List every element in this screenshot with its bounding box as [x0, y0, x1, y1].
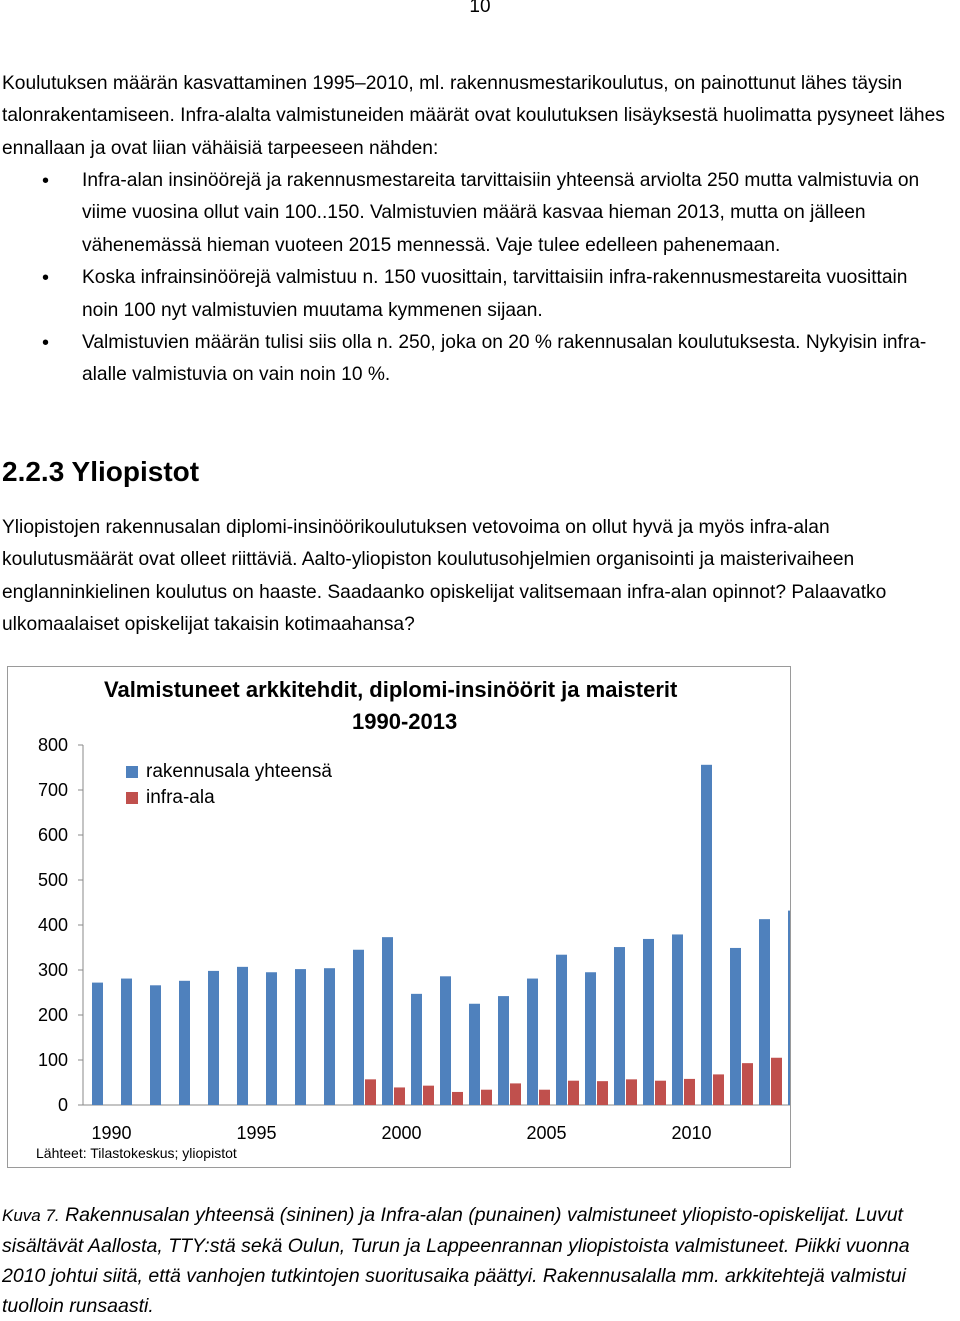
chart-source-note: Lähteet: Tilastokeskus; yliopistot [36, 1145, 237, 1161]
bar-infra [452, 1092, 463, 1105]
figure-caption [2, 1200, 957, 1321]
chart-frame [7, 666, 791, 1168]
bar-rakennusala [672, 934, 683, 1105]
page-number: 10 [469, 0, 491, 17]
bar-infra [423, 1086, 434, 1105]
y-tick-label: 600 [37, 825, 68, 845]
bar-infra [771, 1058, 782, 1105]
legend-item-rakennusala [126, 759, 332, 785]
bar-infra [742, 1063, 753, 1105]
bar-rakennusala [208, 971, 219, 1105]
y-tick-label: 200 [37, 1005, 68, 1025]
bar-rakennusala [585, 972, 596, 1105]
bar-rakennusala [469, 1004, 480, 1105]
bullet-item: • Valmistuvien määrän tulisi siis olla n. 250, joka on 20 % rakennusalan koulutuksesta. Nykyisin infra-alalle valmistuvia on vain noin 10 %. [0, 327, 940, 392]
bar-rakennusala [440, 976, 451, 1105]
caption-label: Kuva 7. [2, 1206, 60, 1225]
section-paragraph: Yliopistojen rakennusalan diplomi-insinöörikoulutuksen vetovoima on ollut hyvä ja myös infra-alan koulutusmäärät ovat olleet riittäviä. Aalto-yliopiston koulutusohjelmien organisointi ja maisterivaiheen englanninkielinen koulutus on haaste. Saadaanko opiskelijat valitsemaan infra-alan opinnot? Palaavatko ulkomaalaiset opiskelijat takaisin kotimaahansa? [2, 517, 887, 636]
legend-label: infra-ala [146, 787, 215, 808]
y-tick-label: 100 [37, 1050, 68, 1070]
bar-rakennusala [295, 969, 306, 1105]
bar-rakennusala [121, 979, 132, 1105]
x-tick-label: 2010 [671, 1123, 712, 1143]
bar-rakennusala [237, 967, 248, 1105]
bar-rakennusala [150, 985, 161, 1105]
legend-item-infra [126, 785, 332, 811]
bar-infra [481, 1090, 492, 1105]
chart-subtitle: 1990-2013 [352, 709, 458, 734]
bar-infra [510, 1083, 521, 1105]
x-tick-label: 2005 [526, 1123, 567, 1143]
bar-rakennusala [759, 919, 770, 1105]
y-tick-label: 400 [37, 915, 68, 935]
bar-infra [684, 1079, 695, 1105]
bar-rakennusala [556, 955, 567, 1105]
bullet-list [0, 165, 940, 392]
bar-rakennusala [788, 911, 790, 1105]
bar-rakennusala [179, 981, 190, 1105]
bullet-item: • Koska infrainsinöörejä valmistuu n. 150 vuosittain, tarvittaisiin infra-rakennusmestareita vuosittain noin 100 nyt valmistuvien muutama kymmenen sijaan. [0, 262, 940, 327]
intro-paragraph: Koulutuksen määrän kasvattaminen 1995–2010, ml. rakennusmestarikoulutus, on painottunut lähes täysin talonrakentamiseen. Infra-alalta valmistuneiden määrät ovat koulutuksen lisäyksestä huolimatta pysyneet lähes ennallaan ja ovat liian vähäisiä tarpeeseen nähden: [2, 73, 945, 159]
bar-rakennusala [643, 939, 654, 1105]
x-tick-label: 1995 [236, 1123, 277, 1143]
bar-rakennusala [92, 983, 103, 1105]
y-tick-label: 700 [37, 780, 68, 800]
y-tick-label: 300 [37, 960, 68, 980]
bar-rakennusala [701, 765, 712, 1105]
legend-swatch-red [126, 792, 138, 804]
bar-infra [626, 1079, 637, 1105]
legend-label: rakennusala yhteensä [146, 761, 332, 782]
bar-rakennusala [614, 947, 625, 1105]
y-tick-label: 800 [37, 735, 68, 755]
caption-text: Rakennusalan yhteensä (sininen) ja Infra-alan (punainen) valmistuneet yliopisto-opiskelijat. Luvut sisältävät Aallosta, TTY:stä sekä Oulun, Turun ja Lappeenrannan yliopistoista valmistuneet. Piikki vuonna 2010 johtui siitä, että vanhojen tutkintojen suoritusaika päättyi. Rakennusalalla mm. arkkitehtejä valmistui tuolloin runsaasti. [2, 1204, 910, 1317]
y-tick-label: 0 [57, 1095, 68, 1115]
x-tick-label: 2000 [381, 1123, 422, 1143]
bar-rakennusala [527, 979, 538, 1105]
bar-infra [365, 1079, 376, 1105]
bar-infra [539, 1090, 550, 1105]
bullet-item: • Infra-alan insinöörejä ja rakennusmestareita tarvittaisiin yhteensä arviolta 250 mutta valmistuvia on viime vuosina ollut vain 100..150. Valmistuvien määrä kasvaa hieman 2013, mutta on jälleen vähenemässä hieman vuoteen 2015 mennessä. Vaje tulee edelleen pahenemaan. [0, 165, 940, 262]
section-heading: 2.2.3 Yliopistot [2, 456, 200, 487]
bar-rakennusala [498, 996, 509, 1105]
chart-title: Valmistuneet arkkitehdit, diplomi-insinöörit ja maisterit [104, 677, 678, 702]
bar-infra [568, 1081, 579, 1105]
bar-rakennusala [411, 994, 422, 1105]
bar-chart [8, 667, 790, 1167]
bar-infra [713, 1074, 724, 1105]
bar-infra [655, 1081, 666, 1105]
bar-infra [597, 1081, 608, 1105]
chart-legend [126, 759, 332, 811]
legend-swatch-blue [126, 766, 138, 778]
bar-rakennusala [324, 968, 335, 1105]
bar-rakennusala [382, 937, 393, 1105]
bar-rakennusala [730, 948, 741, 1105]
x-tick-label: 1990 [91, 1123, 132, 1143]
bar-infra [394, 1087, 405, 1105]
y-tick-label: 500 [37, 870, 68, 890]
bar-rakennusala [266, 972, 277, 1105]
bar-rakennusala [353, 950, 364, 1105]
